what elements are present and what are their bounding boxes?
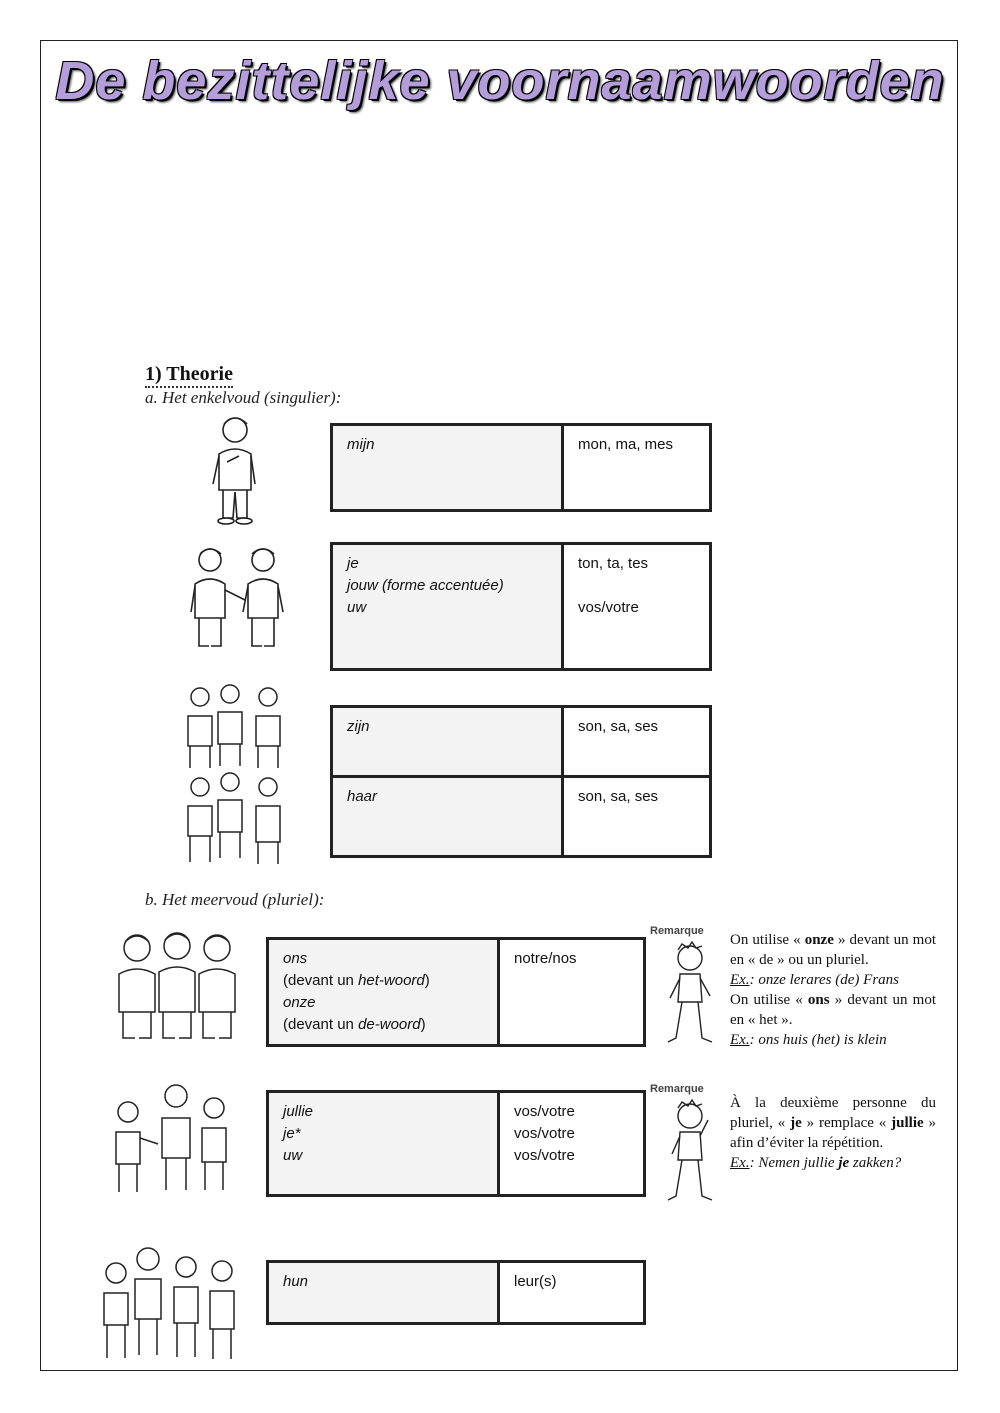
text-part: ) — [424, 972, 430, 989]
three-people-illustration — [115, 928, 240, 1048]
text-part: (devant un — [283, 1016, 359, 1033]
text-ton: ton, ta, tes — [578, 555, 649, 572]
text-part: jullie — [891, 1115, 924, 1131]
cell-nl: hun — [268, 1262, 499, 1324]
remark-text — [730, 990, 936, 1030]
table-hun — [266, 1260, 646, 1325]
remark-label: Remarque — [650, 925, 704, 937]
text-de-woord-note — [283, 1014, 483, 1036]
cell-nl — [268, 939, 499, 1046]
text-het-woord-note — [283, 970, 483, 992]
text-part: » afin d’éviter la répétition. — [730, 1115, 937, 1151]
text-part: je — [838, 1155, 850, 1171]
cell-fr: notre/nos — [499, 939, 645, 1046]
text-part: ons — [807, 992, 830, 1008]
cell-fr: son, sa, ses — [563, 777, 711, 857]
text-part: Ex. — [730, 1032, 750, 1048]
text-uw: uw — [347, 599, 367, 616]
table-mijn — [330, 423, 712, 512]
text-part: : onze lerares (de) Frans — [749, 972, 899, 988]
cell-nl — [332, 544, 563, 670]
text-part: het-woord — [358, 972, 425, 989]
text-part: onze — [804, 932, 834, 948]
text-part: (devant un — [283, 972, 359, 989]
four-people-illustration — [100, 1243, 240, 1368]
text-part: Ex. — [730, 972, 750, 988]
remark-text — [730, 1093, 936, 1153]
table-jullie — [266, 1090, 646, 1197]
text-je: je* — [283, 1125, 301, 1142]
section-heading: 1) Theorie — [145, 363, 233, 388]
plural-heading: b. Het meervoud (pluriel): — [145, 890, 325, 909]
text-part: zakken? — [849, 1155, 902, 1171]
text-part: À la deuxième personne du pluriel, « — [730, 1095, 936, 1131]
group-talking-illustration — [110, 1080, 235, 1200]
text-uw: uw — [283, 1147, 303, 1164]
remark-example — [730, 1030, 936, 1050]
remark-boy-illustration — [660, 940, 722, 1050]
cell-fr — [499, 1092, 645, 1196]
remark-boy-illustration — [660, 1098, 722, 1208]
text-onze: onze — [283, 994, 316, 1011]
remark-label: Remarque — [650, 1083, 704, 1095]
text-part: de-woord — [358, 1016, 421, 1033]
text-vos: vos/votre — [578, 599, 639, 616]
cell-nl: haar — [332, 777, 563, 857]
text-part: je — [790, 1115, 802, 1131]
remark-je-jullie — [730, 1093, 936, 1173]
text-je: je — [347, 555, 359, 572]
text-vos-1: vos/votre — [514, 1103, 575, 1120]
text-vos-3: vos/votre — [514, 1147, 575, 1164]
cell-fr: leur(s) — [499, 1262, 645, 1324]
text-part: On utilise « — [730, 932, 805, 948]
text-part: ) — [420, 1016, 426, 1033]
cell-nl — [268, 1092, 499, 1196]
text-ons: ons — [283, 950, 308, 967]
text-part: On utilise « — [730, 992, 808, 1008]
singular-heading: a. Het enkelvoud (singulier): — [145, 388, 342, 407]
cell-fr — [563, 544, 711, 670]
table-zijn-haar — [330, 705, 712, 858]
group-people-illustration — [180, 682, 290, 872]
table-ons-onze — [266, 937, 646, 1047]
remark-onze-ons — [730, 930, 936, 1050]
cell-nl: mijn — [332, 425, 563, 511]
cell-fr: son, sa, ses — [563, 707, 711, 777]
text-part: » devant un mot en « de » ou un pluriel. — [730, 932, 936, 968]
cell-nl: zijn — [332, 707, 563, 777]
cell-fr: mon, ma, mes — [563, 425, 711, 511]
remark-example — [730, 1153, 936, 1173]
page-title: De bezittelijke voornaamwoorden — [55, 51, 945, 111]
table-je-jouw-uw — [330, 542, 712, 671]
remark-text — [730, 930, 936, 970]
text-part: » remplace « — [801, 1115, 892, 1131]
text-jouw: jouw (forme accentuée) — [347, 577, 504, 594]
text-jullie: jullie — [283, 1103, 314, 1120]
text-part: : Nemen jullie — [749, 1155, 839, 1171]
text-part: » devant un mot en « het ». — [730, 992, 936, 1028]
two-people-illustration — [185, 542, 290, 657]
text-part: : ons huis (het) is klein — [749, 1032, 887, 1048]
text-part: Ex. — [730, 1155, 750, 1171]
text-vos-2: vos/votre — [514, 1125, 575, 1142]
remark-example — [730, 970, 936, 990]
person-single-illustration — [205, 412, 265, 527]
